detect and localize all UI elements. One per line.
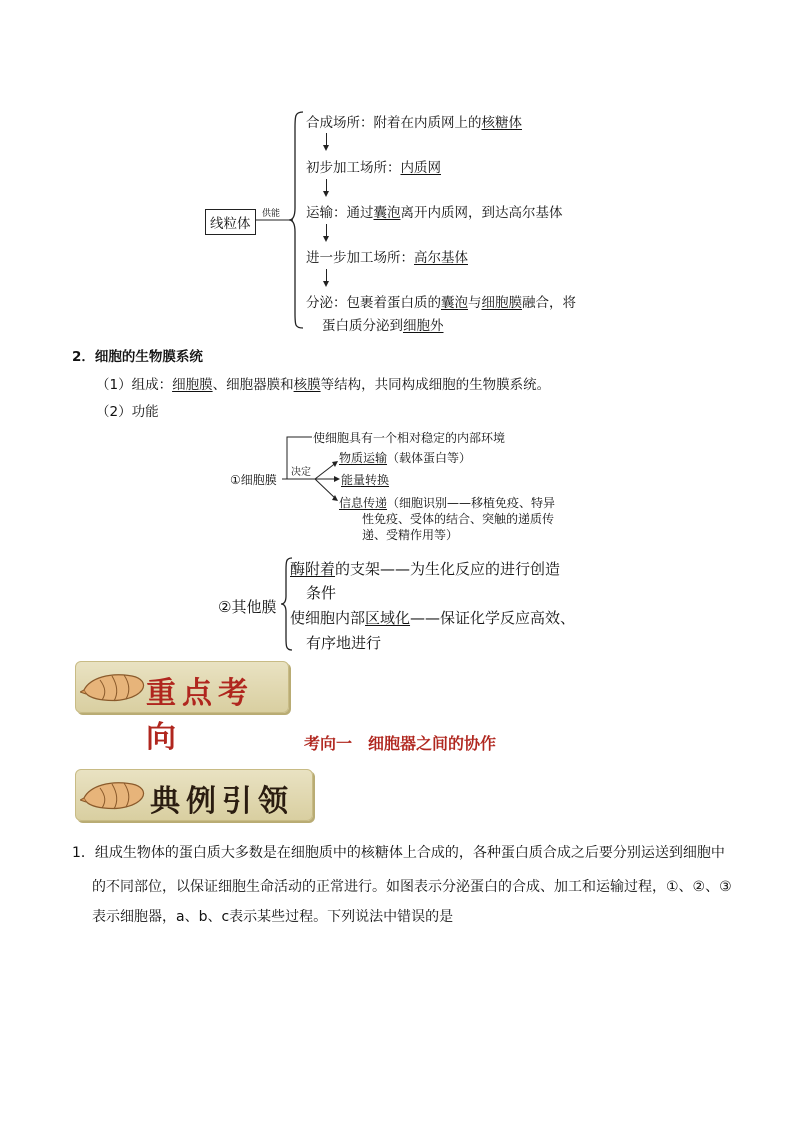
information-transfer-line2: 性免疫、受体的结合、突触的递质传: [362, 512, 555, 526]
material-transport-text: 物质运输（载体蛋白等）: [339, 451, 472, 465]
key-directions-banner: [75, 661, 289, 755]
section2-heading: 2．细胞的生物膜系统: [72, 349, 203, 365]
vesicle-term: 囊泡: [373, 205, 401, 221]
arrow-down-1: [326, 133, 327, 146]
secretion-line: 分泌：包裹着蛋白质的囊泡与细胞膜融合，将: [306, 295, 576, 311]
information-transfer-text: 信息传递（细胞识别——移植免疫、特异: [339, 496, 556, 510]
ribosome-term: 核糖体: [481, 115, 522, 131]
conch-shell-icon: [80, 668, 148, 706]
decide-label: 决定: [291, 467, 311, 478]
mitochondria-label: 线粒体: [210, 216, 251, 232]
other-membranes-root: ②其他膜: [218, 598, 277, 616]
function-line: （2）功能: [96, 404, 159, 420]
question-line-2: 的不同部位，以保证细胞生命活动的正常进行。如图表示分泌蛋白的合成、加工和运输过程，①、②、③: [92, 879, 732, 895]
compartmentalization-line: 使细胞内部区域化——保证化学反应高效、: [290, 609, 576, 627]
question-line-3: 表示细胞器，a、b、c表示某些过程。下列说法中错误的是: [92, 909, 454, 925]
transport-line: 运输：通过囊泡离开内质网，到达高尔基体: [306, 205, 563, 221]
typical-examples-title: 典例引领: [150, 784, 294, 819]
composition-line: （1）组成：细胞膜、细胞器膜和核膜等结构，共同构成细胞的生物膜系统。: [96, 377, 551, 393]
energy-conversion-text: 能量转换: [341, 473, 390, 487]
er-term: 内质网: [400, 160, 441, 176]
arrow-down-3: [326, 224, 327, 237]
synthesis-site-line: 合成场所：附着在内质网上的核糖体: [306, 115, 522, 131]
typical-examples-banner: [75, 769, 313, 821]
compartmentalization-line2: 有序地进行: [306, 634, 382, 652]
conch-shell-icon: [80, 776, 148, 814]
enzyme-support-line: 酶附着的支架——为生化反应的进行创造: [290, 560, 561, 578]
secretion-line-2: 蛋白质分泌到细胞外: [322, 318, 444, 334]
stable-environment-text: 使细胞具有一个相对稳定的内部环境: [313, 431, 506, 445]
key-directions-title: 重点考向: [146, 676, 254, 755]
section-title: 考向一 细胞器之间的协作: [304, 734, 497, 753]
cell-membrane-root: ①细胞膜: [230, 473, 277, 487]
further-processing-line: 进一步加工场所：高尔基体: [306, 250, 468, 266]
information-transfer-line3: 递、受精作用等）: [362, 528, 459, 542]
arrow-down-2: [326, 179, 327, 192]
energy-supply-edge-label: 供能: [262, 209, 281, 219]
question-line-1: 1．组成生物体的蛋白质大多数是在细胞质中的核糖体上合成的，各种蛋白质合成之后要分别运送到细胞中: [72, 845, 725, 861]
golgi-term: 高尔基体: [414, 250, 468, 266]
initial-processing-line: 初步加工场所：内质网: [306, 160, 441, 176]
diagram1-connector: [255, 108, 305, 333]
enzyme-support-line2: 条件: [306, 584, 337, 602]
arrow-down-4: [326, 269, 327, 282]
mitochondria-box: [205, 209, 256, 235]
